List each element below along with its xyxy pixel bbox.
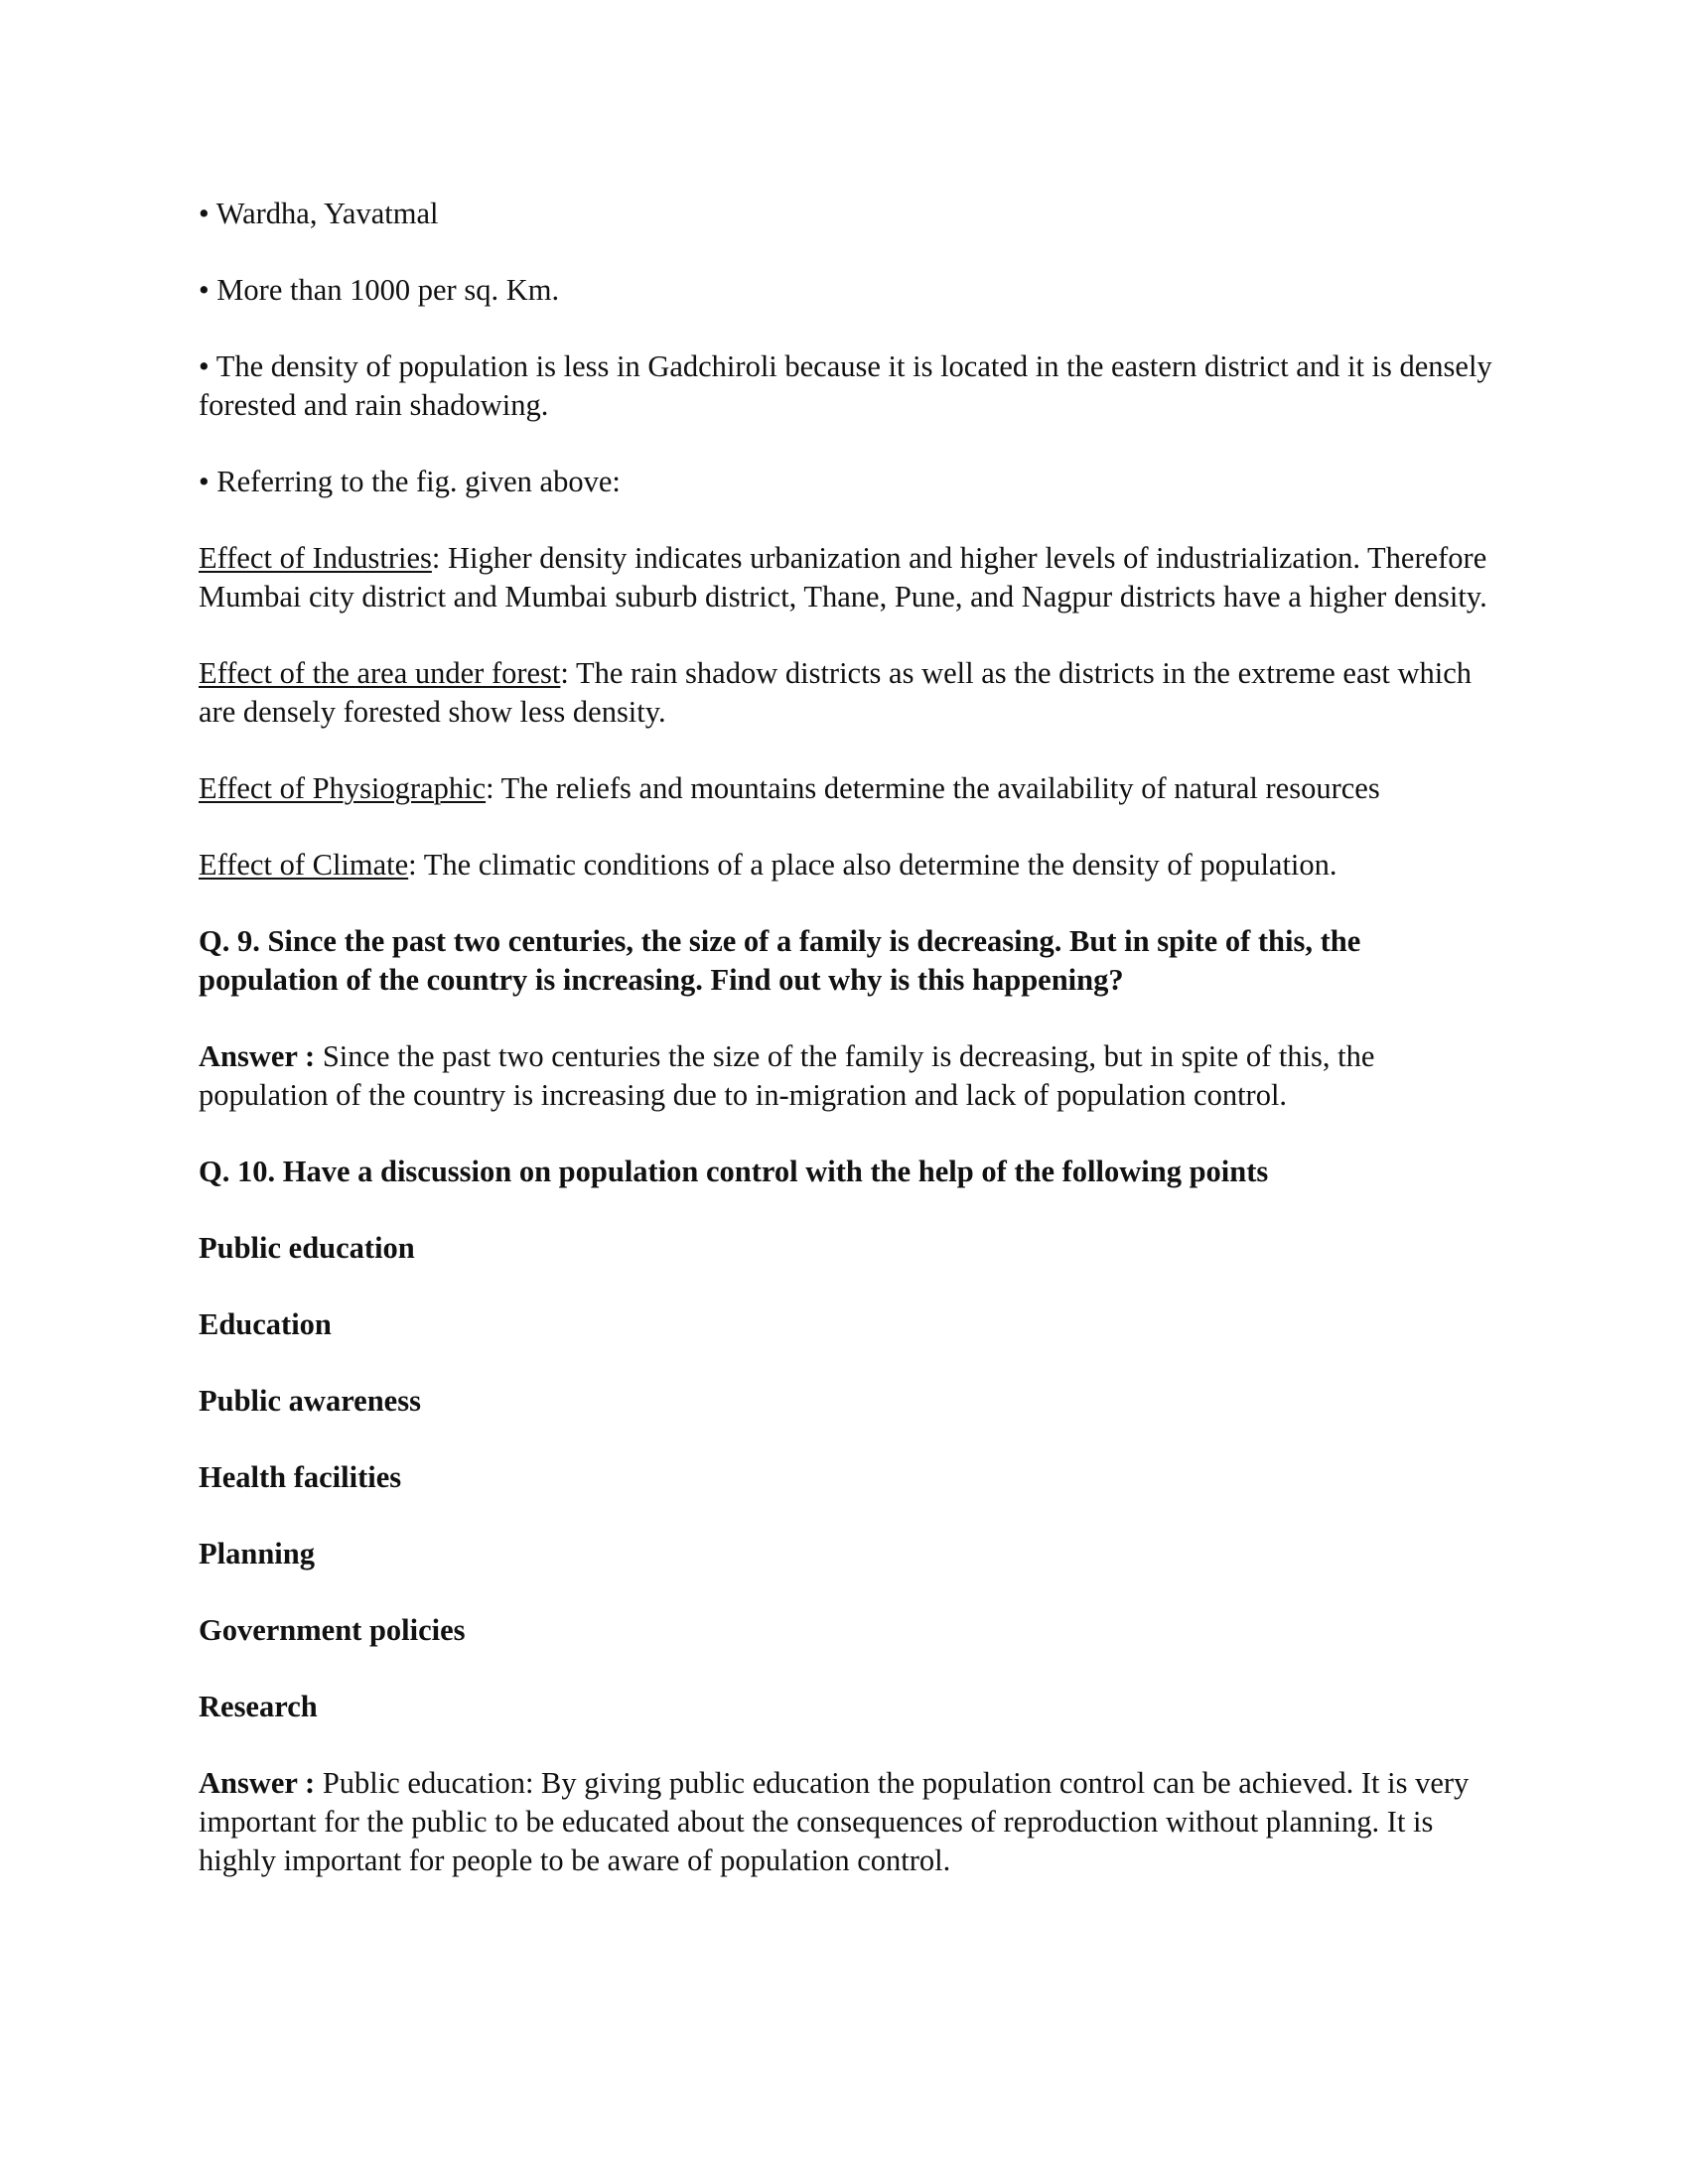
bullet-gadchiroli: • The density of population is less in Gadchiroli because it is located in the eastern district and it is densely forested and rain shadowing. <box>199 349 1492 422</box>
question-9: Q. 9. Since the past two centuries, the size of a family is decreasing. But in spite of this, the population of the country is increasing. Find out why is this happening? <box>199 924 1361 997</box>
effect-industries <box>199 539 1499 616</box>
bullet-districts: • Wardha, Yavatmal <box>199 197 439 230</box>
document-page <box>199 195 1499 1918</box>
point-planning: Planning <box>199 1537 315 1570</box>
point-public-awareness: Public awareness <box>199 1384 421 1418</box>
effect-industries-term: Effect of Industries <box>199 541 432 575</box>
effect-forest-term: Effect of the area under forest <box>199 656 561 690</box>
answer-9-text: Since the past two centuries the size of the family is decreasing, but in spite of this, the population of the country is increasing due to in-migration and lack of population control. <box>199 1039 1375 1112</box>
effect-physiographic <box>199 769 1499 808</box>
point-government-policies: Government policies <box>199 1613 466 1647</box>
point-public-education: Public education <box>199 1231 415 1265</box>
effect-climate <box>199 846 1499 885</box>
answer-10-text: Public education: By giving public education the population control can be achieved. It is very important for the public to be educated about the consequences of reproduction without planning. It is highly important for people to be aware of population control. <box>199 1766 1470 1877</box>
effect-climate-term: Effect of Climate <box>199 848 409 882</box>
answer-10-label: Answer : <box>199 1766 316 1800</box>
bullet-figure-reference: • Referring to the fig. given above: <box>199 465 621 498</box>
point-health-facilities: Health facilities <box>199 1460 402 1494</box>
bullet-density-value: • More than 1000 per sq. Km. <box>199 273 560 307</box>
point-research: Research <box>199 1690 318 1723</box>
point-education: Education <box>199 1307 332 1341</box>
effect-physiographic-term: Effect of Physiographic <box>199 771 487 805</box>
effect-climate-text: : The climatic conditions of a place also determine the density of population. <box>408 848 1337 882</box>
effect-industries-text: : Higher density indicates urbanization and higher levels of industrialization. Therefore Mumbai city district and Mumbai suburb district, Thane, Pune, and Nagpur districts have a higher density. <box>199 541 1487 614</box>
effect-forest <box>199 654 1499 732</box>
answer-9-label: Answer : <box>199 1039 316 1073</box>
answer-9 <box>199 1037 1499 1115</box>
effect-physiographic-text: : The reliefs and mountains determine the availability of natural resources <box>486 771 1380 805</box>
question-10: Q. 10. Have a discussion on population control with the help of the following points <box>199 1155 1269 1188</box>
answer-10 <box>199 1764 1499 1880</box>
effect-forest-text: : The rain shadow districts as well as the districts in the extreme east which are densely forested show less density. <box>199 656 1472 729</box>
